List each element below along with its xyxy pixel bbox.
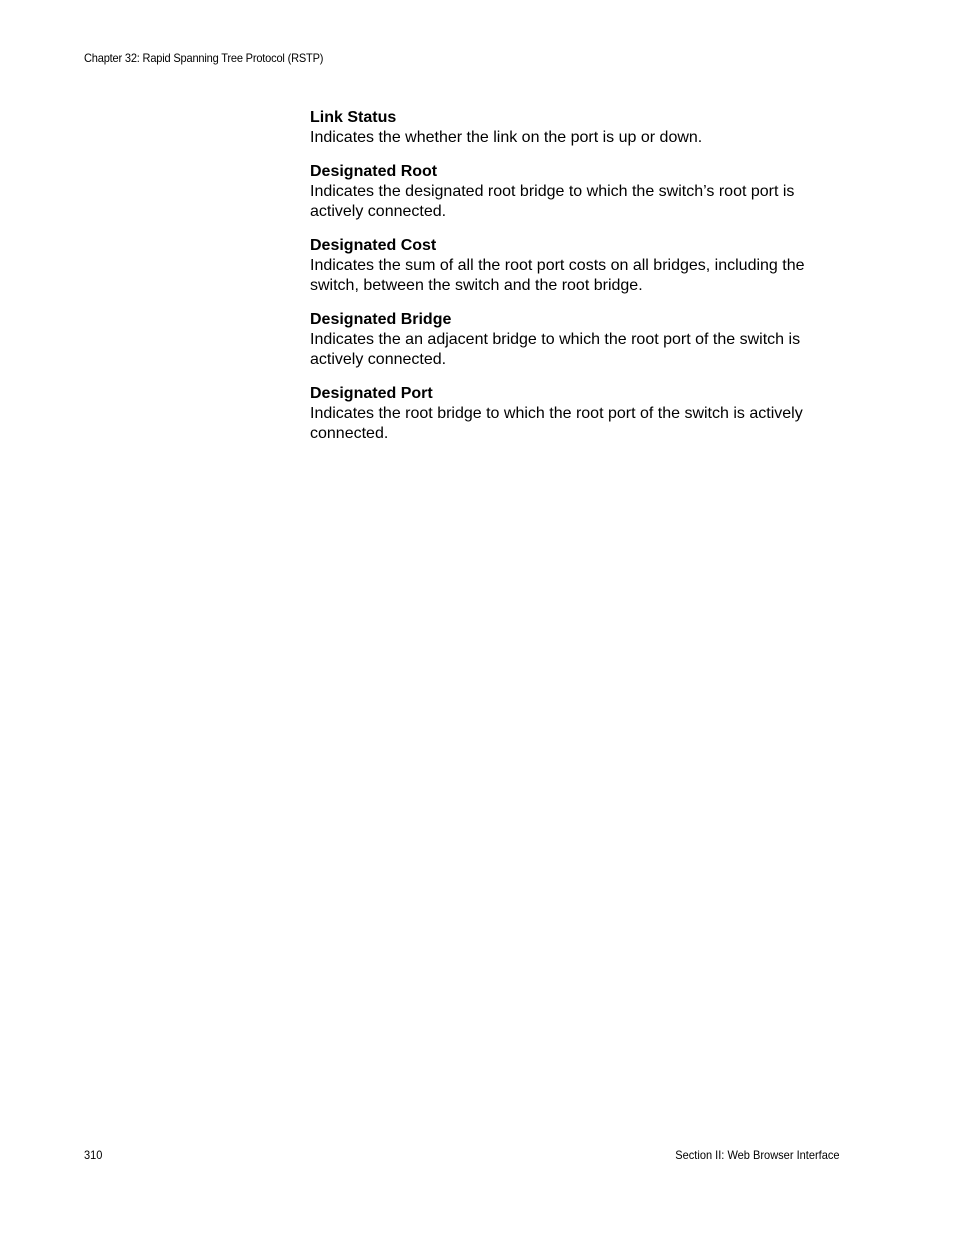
term-description: Indicates the root bridge to which the root port of the switch is actively connected. (310, 405, 803, 442)
term-heading: Designated Cost (310, 237, 437, 254)
term-description: Indicates the an adjacent bridge to which the root port of the switch is actively connected. (310, 331, 801, 368)
page-number: 310 (84, 1148, 103, 1162)
term-heading: Link Status (310, 109, 397, 126)
entry-designated-cost (310, 236, 850, 296)
entry-link-status (310, 108, 850, 148)
term-heading: Designated Bridge (310, 311, 452, 328)
definition-list (310, 108, 850, 458)
entry-designated-port (310, 384, 850, 444)
term-description: Indicates the whether the link on the port is up or down. (310, 129, 703, 146)
entry-designated-root (310, 162, 850, 222)
entry-designated-bridge (310, 310, 850, 370)
term-heading: Designated Port (310, 385, 433, 402)
term-description: Indicates the sum of all the root port costs on all bridges, including the switch, between the switch and the root bridge. (310, 257, 805, 294)
running-footer: Section II: Web Browser Interface (675, 1148, 840, 1162)
running-header: Chapter 32: Rapid Spanning Tree Protocol (RSTP) (84, 51, 324, 65)
term-heading: Designated Root (310, 163, 438, 180)
term-description: Indicates the designated root bridge to which the switch’s root port is actively connected. (310, 183, 795, 220)
